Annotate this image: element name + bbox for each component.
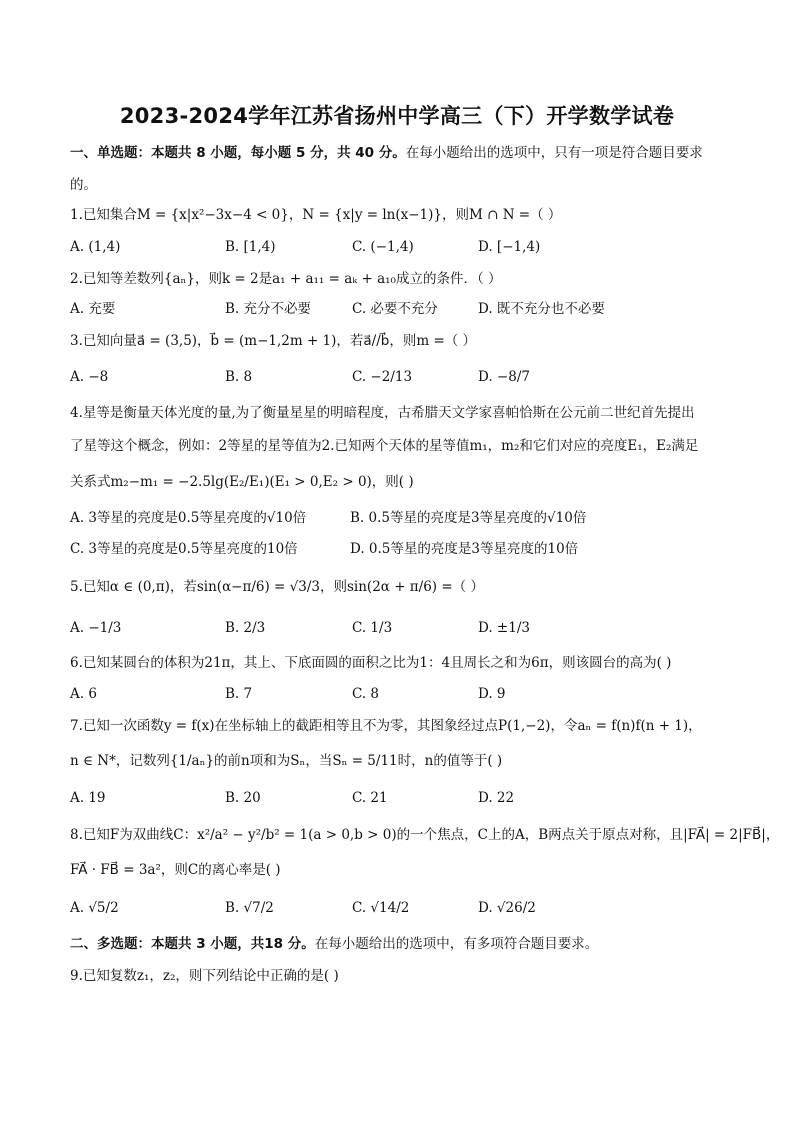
option-a: A. √5/2 [70,900,119,916]
option-c: C. 21 [352,790,388,806]
option-b: B. 20 [225,790,261,806]
option-c: C. 必要不充分 [352,301,438,317]
question-4-line1: 4.星等是衡量天体光度的量,为了衡量星星的明暗程度，古希腊天文学家喜帕恰斯在公元前二世纪首先提出 [70,405,695,421]
option-d: D. [−1,4) [478,239,541,255]
option-a: A. 充要 [70,301,116,317]
option-b: B. 8 [225,369,253,385]
option-d: D. 0.5等星的亮度是3等星亮度的10倍 [350,541,579,557]
question-8-line2: FA⃗ · FB⃗ = 3a²，则C的离心率是( ) [70,862,281,878]
question-2: 2.已知等差数列{aₙ}，则k = 2是a₁ + a₁₁ = aₖ + a₁₀成立的条件．（ ） [70,271,502,287]
option-b: B. 0.5等星的亮度是3等星亮度的√10倍 [350,510,587,526]
option-b: B. √7/2 [225,900,274,916]
option-d: D. 9 [478,686,506,702]
question-7-line1: 7.已知一次函数y = f(x)在坐标轴上的截距相等且不为零，其图象经过点P(1,−2)，令aₙ = f(n)f(n + 1)， [70,718,702,734]
question-3: 3.已知向量a⃗ = (3,5)，b⃗ = (m−1,2m + 1)，若a⃗//b⃗，则m =（ ） [70,333,477,349]
question-4-line3: 关系式m₂−m₁ = −2.5lg(E₂/E₁)(E₁ > 0,E₂ > 0)，则( ) [70,474,414,490]
page-title: 2023-2024学年江苏省扬州中学高三（下）开学数学试卷 [119,104,675,128]
question-6: 6.已知某圆台的体积为21π，其上、下底面圆的面积之比为1：4且周长之和为6π，则该圆台的高为( ) [70,655,672,671]
option-a: A. −8 [70,369,109,385]
section1-instructions-line2: 的。 [70,177,97,193]
option-d: D. −8/7 [478,369,530,385]
question-9: 9.已知复数z₁，z₂，则下列结论中正确的是( ) [70,968,339,984]
option-c: C. (−1,4) [352,239,414,255]
option-a: A. (1,4) [70,239,121,255]
question-8-line1: 8.已知F为双曲线C：x²/a² − y²/b² = 1(a > 0,b > 0)的一个焦点，C上的A，B两点关于原点对称，且|FA⃗| = 2|FB⃗|， [70,827,780,843]
question-5: 5.已知α ∈ (0,π)，若sin(α−π/6) = √3/3，则sin(2α + π/6) =（ ） [70,579,484,595]
option-d: D. 既不充分也不必要 [478,301,605,317]
option-b: B. 7 [225,686,253,702]
option-d: D. 22 [478,790,515,806]
option-c: C. −2/13 [352,369,413,385]
option-c: C. √14/2 [352,900,410,916]
option-c: C. 8 [352,686,380,702]
option-b: B. [1,4) [225,239,276,255]
option-c: C. 3等星的亮度是0.5等星亮度的10倍 [70,541,298,557]
question-7-line2: n ∈ N*，记数列{1/aₙ}的前n项和为Sₙ，当Sₙ = 5/11时，n的值等于( ) [70,753,503,769]
option-b: B. 充分不必要 [225,301,312,317]
option-d: D. √26/2 [478,900,536,916]
option-d: D. ±1/3 [478,620,530,636]
question-4-line2: 了星等这个概念，例如：2等星的星等值为2.已知两个天体的星等值m₁，m₂和它们对应的亮度E₁，E₂满足 [70,438,699,454]
section1-instructions-line1: 一、单选题：本题共 8 小题，每小题 5 分，共 40 分。在每小题给出的选项中，只有一项是符合题目要求 [70,145,703,161]
question-1: 1.已知集合M = {x|x²−3x−4 < 0}，N = {x|y = ln(x−1)}，则M ∩ N =（ ） [70,207,562,223]
option-a: A. 19 [70,790,106,806]
section2-instructions: 二、多选题：本题共 3 小题，共18 分。在每小题给出的选项中，有多项符合题目要求。 [70,936,599,952]
option-a: A. 3等星的亮度是0.5等星亮度的√10倍 [70,510,307,526]
option-a: A. 6 [70,686,97,702]
option-a: A. −1/3 [70,620,122,636]
option-b: B. 2/3 [225,620,266,636]
option-c: C. 1/3 [352,620,393,636]
